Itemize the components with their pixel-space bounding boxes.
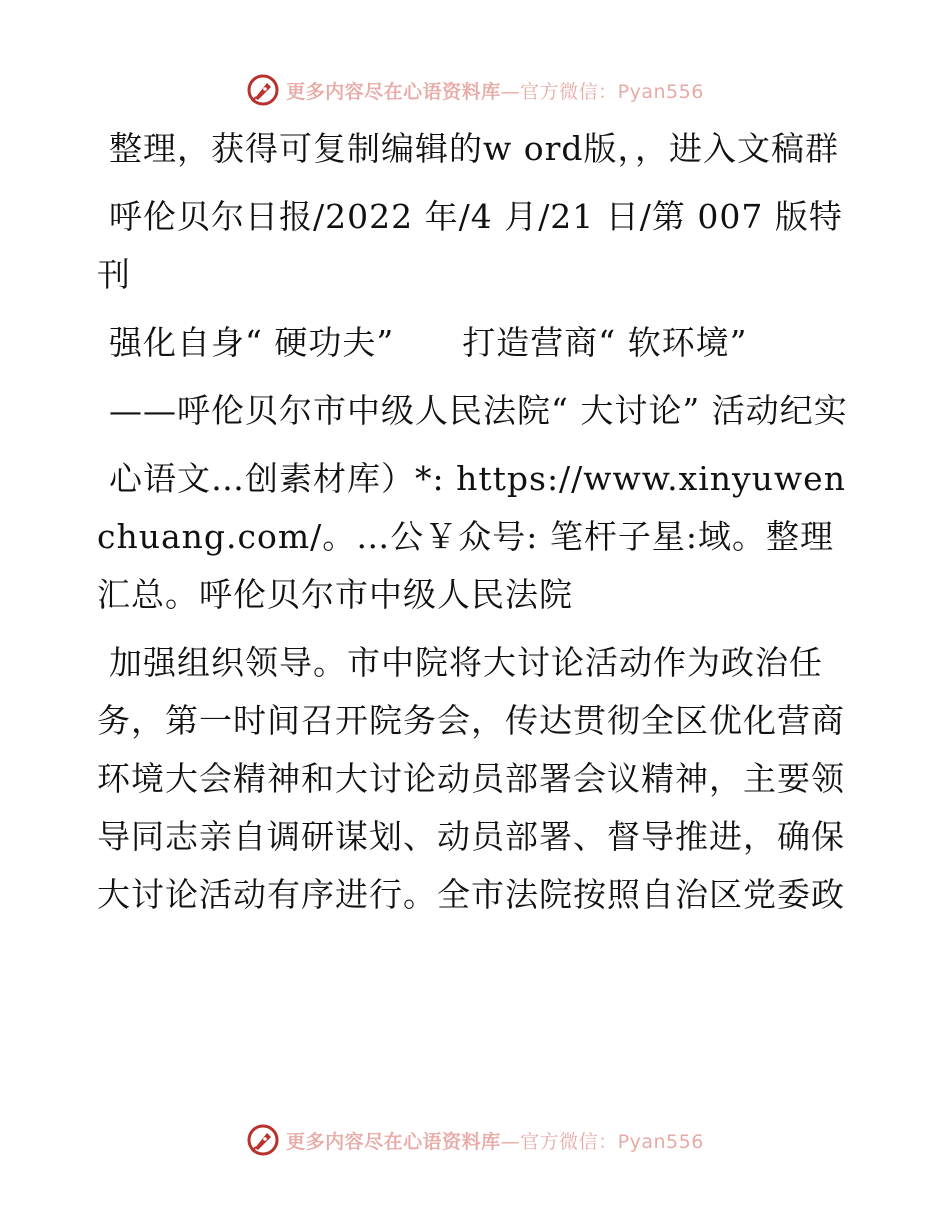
paragraph-content: 加强组织领导。市中院将大讨论活动作为政治任务，第一时间召开院务会，传达贯彻全区优化营商环境大会精神和大讨论动员部署会议精神，主要领导同志亲自调研谋划、动员部署、督导推进，确保大讨论活动有序进行。全市法院按照自治区党委政 <box>97 643 845 914</box>
footer-banner-separator: — <box>500 1130 521 1153</box>
header-banner-inner <box>246 73 704 107</box>
footer-banner-contact: 官方微信：Pyan556 <box>520 1130 704 1153</box>
footer-banner-text <box>286 1127 704 1154</box>
header-banner-text <box>286 77 704 104</box>
footer-banner-inner <box>246 1123 704 1157</box>
header-banner <box>0 70 950 110</box>
paragraph-title: 强化自身“ 硬功夫” 打造营商“ 软环境” <box>109 323 748 362</box>
pen-nib-logo-icon <box>246 73 280 107</box>
footer-banner <box>0 1120 950 1160</box>
paragraph-intro: 整理，获得可复制编辑的w ord版，，进入文稿群 <box>109 129 840 168</box>
paragraph-source: 呼伦贝尔日报/2022 年/4 月/21 日/第 007 版特刊 <box>97 197 843 294</box>
footer-banner-title: 更多内容尽在心语资料库 <box>286 1130 501 1153</box>
paragraph-subtitle: ——呼伦贝尔市中级人民法院“ 大讨论” 活动纪实 <box>109 391 848 430</box>
header-banner-contact: 官方微信：Pyan556 <box>520 80 704 103</box>
header-banner-separator: — <box>500 80 521 103</box>
header-banner-title: 更多内容尽在心语资料库 <box>286 80 501 103</box>
paragraph-watermark-note: 心语文…创素材库）*: https://www.xinyuwenchuang.com/。…公￥众号: 笔杆子星:域。整理汇总。呼伦贝尔市中级人民法院 <box>97 459 846 614</box>
document-body <box>97 120 857 934</box>
pen-nib-logo-icon <box>246 1123 280 1157</box>
